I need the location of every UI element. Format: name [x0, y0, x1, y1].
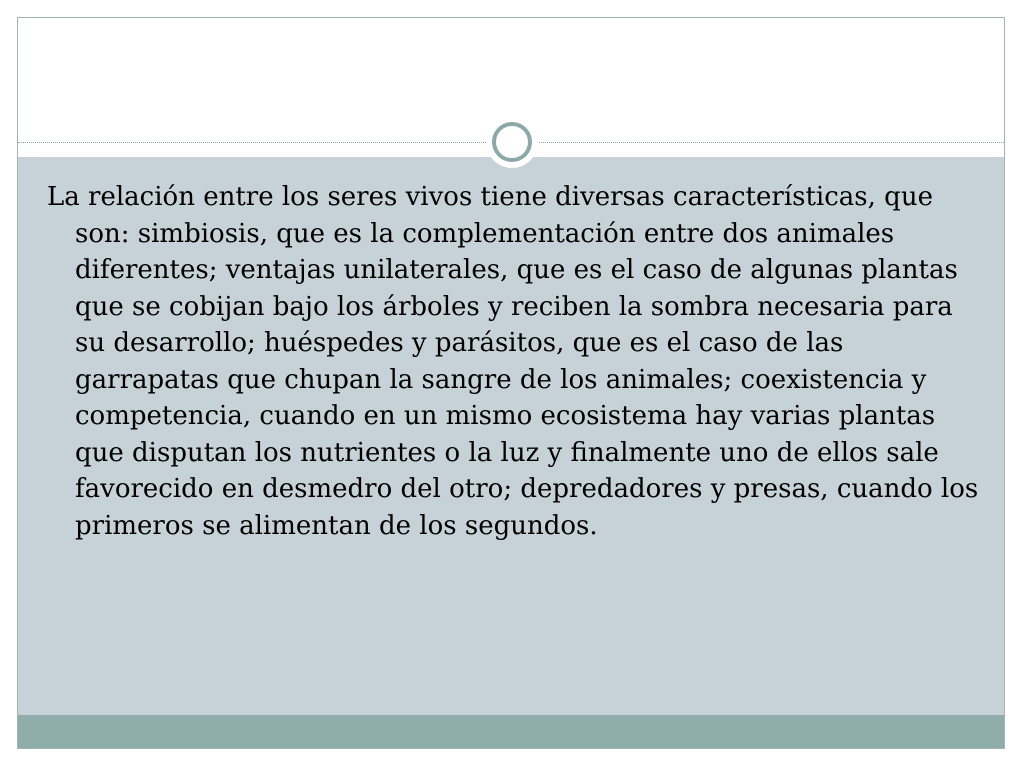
body-text: La relación entre los seres vivos tiene diversas características, que son: simbiosis, que es la complementación entre dos animales diferentes; ventajas unilaterales, que es el caso de algunas plantas que se cobijan bajo los árboles y reciben la sombra necesaria para su desarrollo; huéspedes y parásitos, que es el caso de las garrapatas que chupan la sangre de los animales; coexistencia y competencia, cuando en un mismo ecosistema hay varias plantas que disputan los nutrientes o la luz y finalmente uno de ellos sale favorecido en desmedro del otro; depredadores y presas, cuando los primeros se alimentan de los segundos.	[47, 182, 979, 541]
circle-ring-icon	[492, 122, 532, 162]
slide-frame	[17, 17, 1005, 749]
circle-ornament-icon	[486, 116, 538, 168]
footer-band	[18, 715, 1004, 749]
